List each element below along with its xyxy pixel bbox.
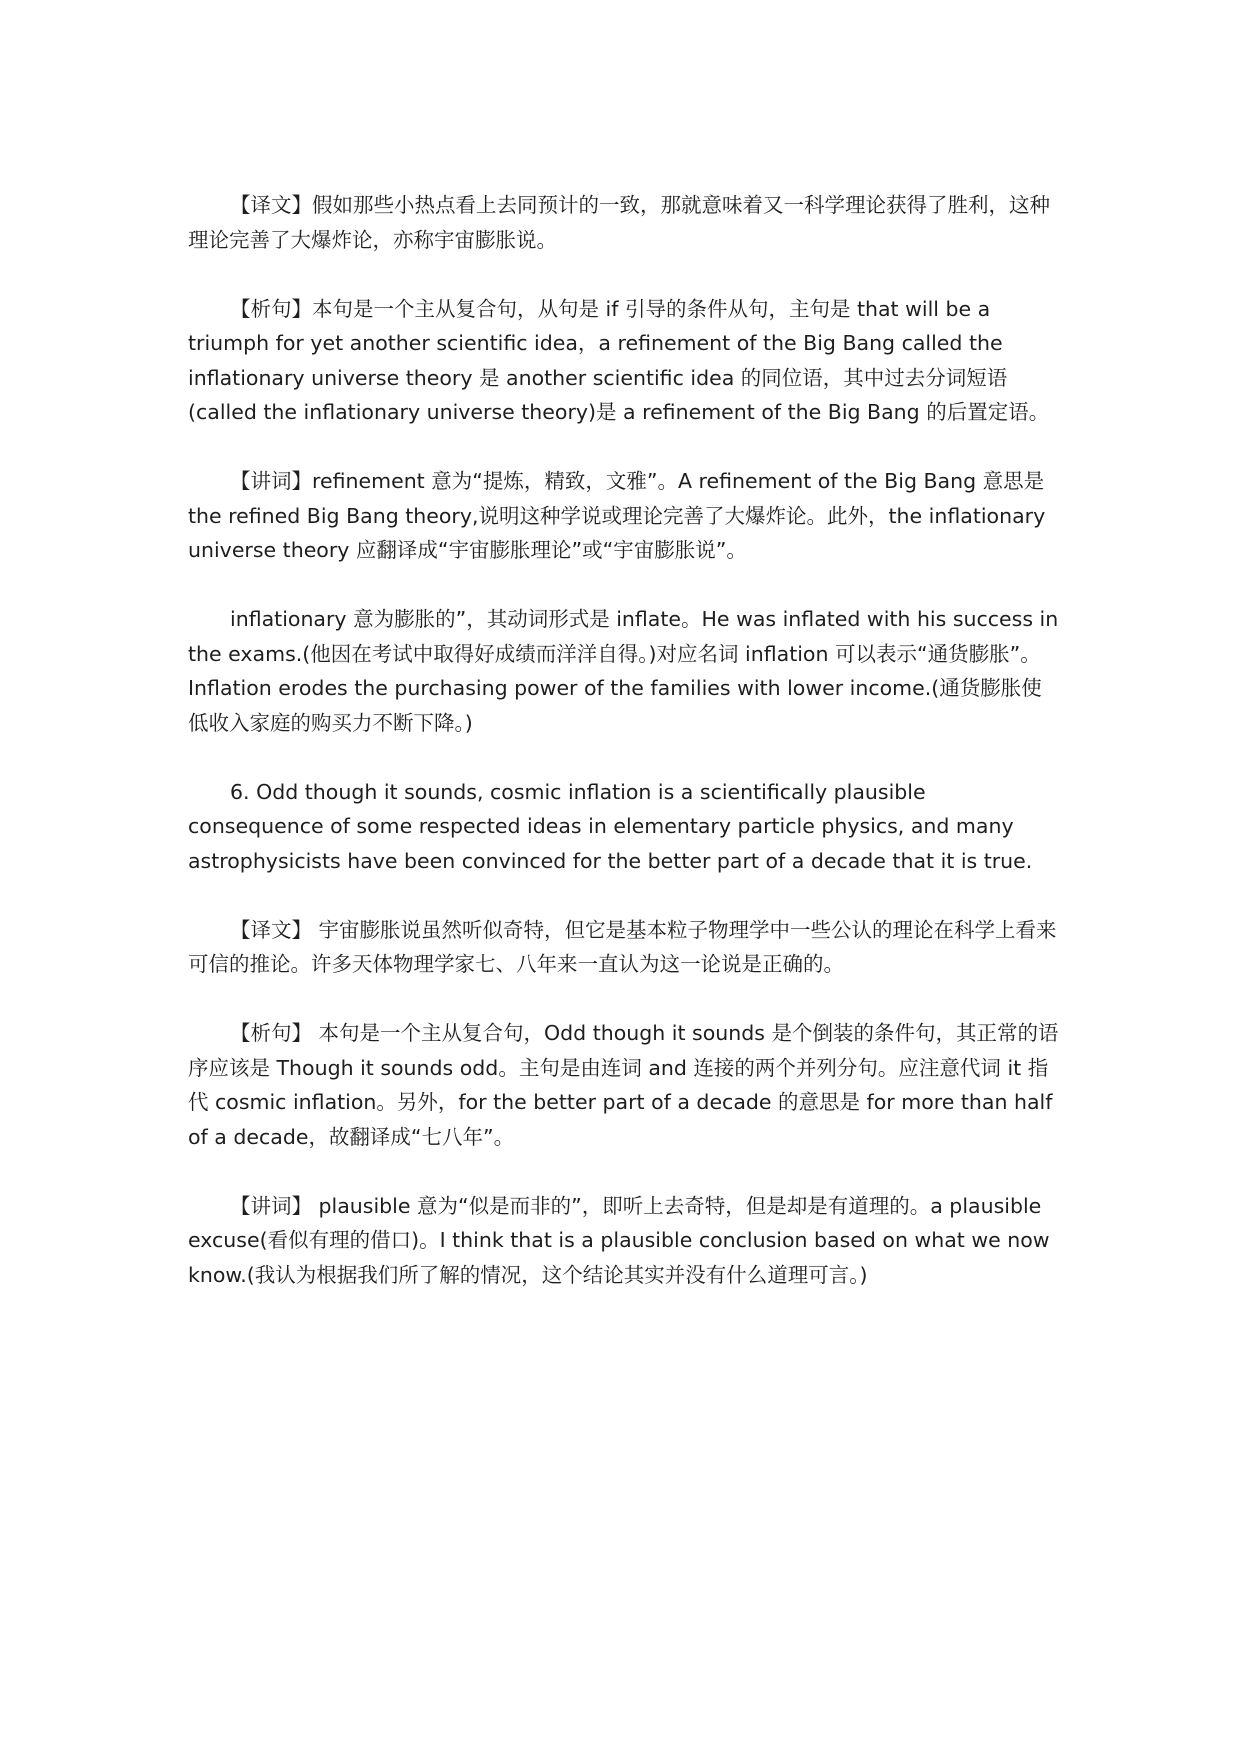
- sentence-analysis-paragraph-2: 【析句】 本句是一个主从复合句，Odd though it sounds 是个倒装的条件句，其正常的语序应该是 Though it sounds odd。主句是由连词 and 连接的两个并列分句。应注意代词 it 指代 cosmic inflation。另外，for the better part of a decade 的意思是 for more than half of a decade，故翻译成“七八年”。: [188, 1021, 1059, 1149]
- paragraph-spacer: [188, 257, 1060, 292]
- paragraph-spacer: [188, 982, 1060, 1017]
- source-sentence-6: 6. Odd though it sounds, cosmic inflation is a scientifically plausible consequence of some respected ideas in elementary particle physics, and many astrophysicists have been convinced for the better part of a decade that it is true.: [188, 779, 1033, 873]
- paragraph-spacer: [188, 1154, 1060, 1189]
- sentence-analysis-paragraph-1: 【析句】本句是一个主从复合句，从句是 if 引导的条件从句，主句是 that will be a triumph for yet another scientific idea，a refinement of the Big Bang called the inflationary universe theory 是 another scientific idea 的同位语，其中过去分词短语(called the inflationary universe theory)是 a refinement of the Big Bang 的后置定语。: [188, 296, 1050, 424]
- translation-paragraph-1: 【译文】假如那些小热点看上去同预计的一致，那就意味着又一科学理论获得了胜利，这种理论完善了大爆炸论，亦称宇宙膨胀说。: [188, 193, 1050, 252]
- vocabulary-paragraph-1: 【讲词】refinement 意为“提炼，精致，文雅”。A refinement of the Big Bang 意思是 the refined Big Bang theory,说明这种学说或理论完善了大爆炸论。此外，the inflationary universe theory 应翻译成“宇宙膨胀理论”或“宇宙膨胀说”。: [188, 469, 1046, 562]
- vocabulary-paragraph-2: inflationary 意为膨胀的”，其动词形式是 inflate。He was inflated with his success in the exams.(他因在考试中取得好成绩而洋洋自得。)对应名词 inflation 可以表示“通货膨胀”。Inflation erodes the purchasing power of the families with lower income.(通货膨胀使低收入家庭的购买力不断下降。): [188, 607, 1059, 735]
- document-body: [188, 188, 1060, 1292]
- paragraph-spacer: [188, 568, 1060, 603]
- vocabulary-paragraph-3: 【讲词】 plausible 意为“似是而非的”，即听上去奇特，但是却是有道理的。a plausible excuse(看似有理的借口)。I think that is a plausible conclusion based on what we now know.(我认为根据我们所了解的情况，这个结论其实并没有什么道理可言。): [188, 1193, 1050, 1287]
- paragraph-spacer: [188, 430, 1060, 465]
- translation-paragraph-2: 【译文】 宇宙膨胀说虽然听似奇特，但它是基本粒子物理学中一些公认的理论在科学上看来可信的推论。许多天体物理学家七、八年来一直认为这一论说是正确的。: [188, 917, 1057, 976]
- paragraph-spacer: [188, 740, 1060, 775]
- paragraph-spacer: [188, 878, 1060, 913]
